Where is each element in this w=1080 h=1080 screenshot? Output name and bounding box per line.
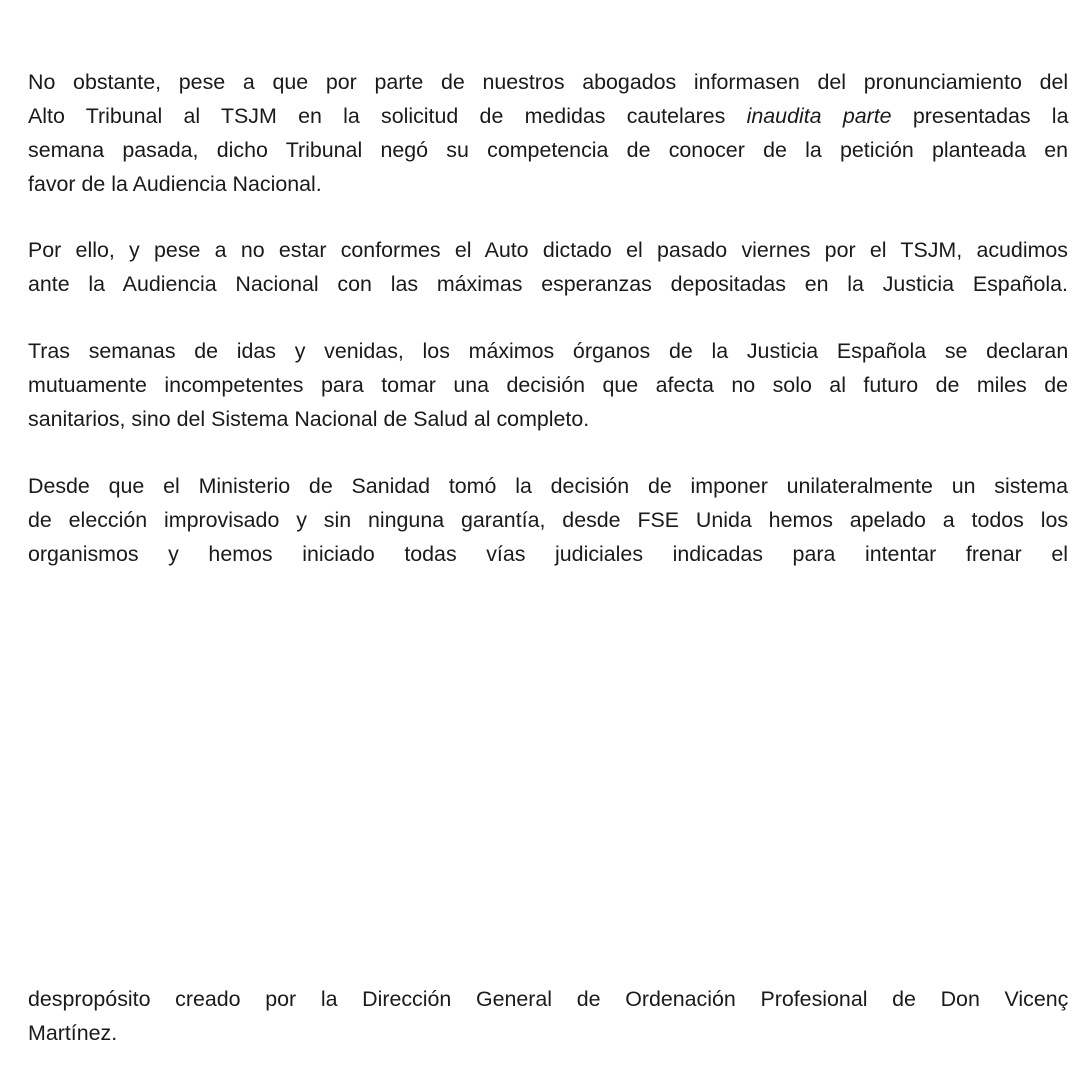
text-line: mutuamente incompetentes para tomar una decisión que afecta no solo al futuro de miles de [28,373,1068,397]
text-segment: Alto Tribunal al TSJM en la solicitud de medidas cautelares [28,104,747,128]
text-line: despropósito creado por la Dirección General de Ordenación Profesional de Don Vicenç [28,987,1069,1011]
text-line: Tras semanas de idas y venidas, los máximos órganos de la Justicia Española se declaran [28,339,1069,363]
text-line: sanitarios, sino del Sistema Nacional de Salud al completo. [28,407,590,431]
paragraph-1 [28,65,1068,201]
text-line: semana pasada, dicho Tribunal negó su competencia de conocer de la petición planteada en [28,138,1069,162]
document-page [28,0,1068,1080]
text-line: Desde que el Ministerio de Sanidad tomó la decisión de imponer unilateralmente un sistema [28,474,1068,498]
text-line: Martínez. [28,1021,118,1045]
text-line: de elección improvisado y sin ninguna garantía, desde FSE Unida hemos apelado a todos los [28,508,1069,532]
paragraph-4 [28,469,1068,571]
text-line: Por ello, y pese a no estar conformes el Auto dictado el pasado viernes por el TSJM, acudimos [28,238,1068,262]
text-segment: presentadas la [891,104,1069,128]
paragraph-5 [28,982,1068,1050]
italic-term: inaudita parte [746,104,892,128]
text-line: No obstante, pese a que por parte de nuestros abogados informasen del pronunciamiento del [28,70,1069,94]
text-line [28,99,1068,133]
text-line: favor de la Audiencia Nacional. [28,172,322,196]
text-line: ante la Audiencia Nacional con las máximas esperanzas depositadas en la Justicia Española. [28,272,1068,296]
text-line: organismos y hemos iniciado todas vías judiciales indicadas para intentar frenar el [28,542,1068,566]
paragraph-3 [28,334,1068,436]
paragraph-2 [28,233,1068,301]
